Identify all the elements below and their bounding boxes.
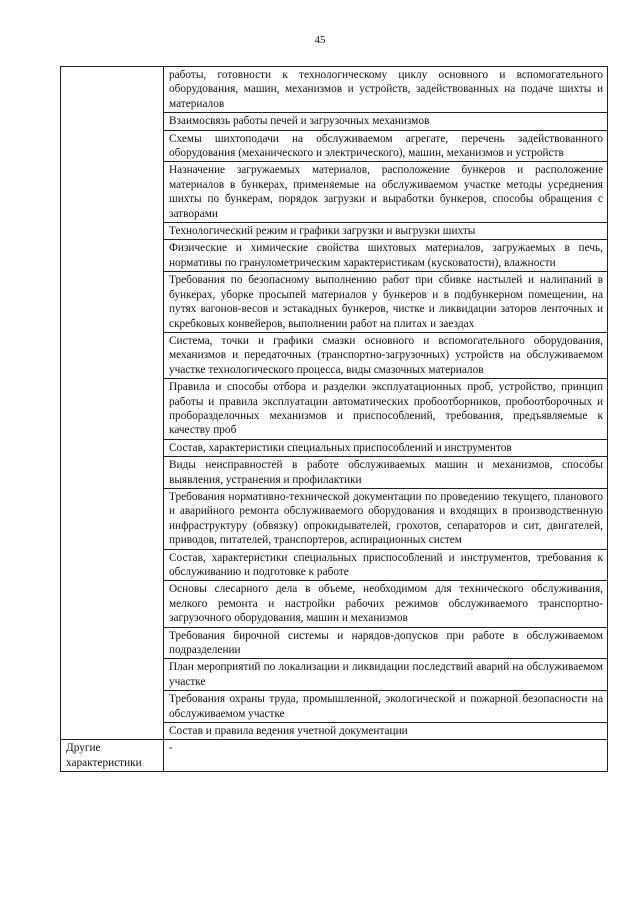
table-cell xyxy=(164,439,608,456)
cell-text: Требования по безопасному выполнению работ при сбивке настылей и налипаний в бункерах, уборке просыпей материалов у бункеров и в подбункерном помещении, на путях вагонов-весов и эстакадных бункеров, чистке и ликвидации заторов ленточных и скребковых конвейеров, выполнении работ на плитах и заездах xyxy=(169,274,603,330)
table-cell xyxy=(164,691,608,723)
table-cell xyxy=(164,162,608,223)
table-cell xyxy=(164,240,608,272)
table-row xyxy=(61,67,608,113)
table-cell xyxy=(164,332,608,378)
table-cell xyxy=(164,723,608,740)
table-cell xyxy=(164,113,608,130)
cell-text: Правила и способы отбора и разделки эксплуатационных проб, устройство, принцип работы и правила эксплуатации автоматических пробоотборников, пробоотборочных и проборазделочных механизмов и приспособлений, требования, предъявляемые к качеству проб xyxy=(169,381,603,437)
knowledge-label-cell xyxy=(61,67,164,740)
cell-text: - xyxy=(169,742,173,755)
cell-text: Состав, характеристики специальных приспособлений и инструментов, требования к обслуживанию и подготовке к работе xyxy=(169,551,603,578)
cell-text: Взаимосвязь работы печей и загрузочных механизмов xyxy=(169,115,430,128)
table-row-other-characteristics xyxy=(61,740,608,772)
cell-text: Схемы шихтоподачи на обслуживаемом агрегате, перечень задействованного оборудования (механического и электрического), машин, механизмов и устройств xyxy=(169,132,603,160)
table-cell xyxy=(164,457,608,489)
cell-text: Назначение загружаемых материалов, расположение бункеров и расположение материалов в бункерах, применяемые на обслуживаемом участке методы усреднения шихты по бункерам, порядок загрузки и выработки бункеров, способы обращения с затворами xyxy=(169,164,603,220)
table-cell xyxy=(164,272,608,333)
cell-text: Требования бирочной системы и нарядов-допусков при работе в обслуживаемом подразделении xyxy=(169,629,603,657)
cell-text: Технологический режим и графики загрузки и выгрузки шихты xyxy=(169,225,476,238)
cell-text: Требования охраны труда, промышленной, экологической и пожарной безопасности на обслуживаемом участке xyxy=(169,693,603,720)
table-cell xyxy=(164,223,608,240)
table-cell xyxy=(164,379,608,440)
table-cell xyxy=(164,549,608,581)
page-number: 45 xyxy=(314,34,326,46)
table-cell xyxy=(164,627,608,659)
cell-text: Виды неисправностей в работе обслуживаемых машин и механизмов, способы выявления, устранения и профилактики xyxy=(169,459,603,486)
table-cell xyxy=(164,488,608,549)
requirements-table xyxy=(60,66,608,772)
table-cell xyxy=(164,67,608,113)
cell-text: Система, точки и графики смазки основного и вспомогательного оборудования, механизмов и передаточных (транспортно-загрузочных) устройств на обслуживаемом участке технологического процесса, виды смазочных материалов xyxy=(169,334,603,376)
table-cell xyxy=(164,659,608,691)
cell-text: Другие характеристики xyxy=(66,742,142,769)
cell-text: Состав, характеристики специальных приспособлений и инструментов xyxy=(169,441,512,454)
other-characteristics-value xyxy=(164,740,608,772)
cell-text: работы, готовности к технологическому циклу основного и вспомогательного оборудования, машин, механизмов и устройств, задействованных на подаче шихты и материалов xyxy=(169,69,603,110)
other-characteristics-label xyxy=(61,740,164,772)
cell-text: Состав и правила ведения учетной документации xyxy=(169,725,408,738)
cell-text: План мероприятий по локализации и ликвидации последствий аварий на обслуживаемом участке xyxy=(169,661,603,688)
cell-text: Основы слесарного дела в объеме, необходимом для технического обслуживания, мелкого ремонта и настройки рабочих режимов обслуживаемого транспортно-загрузочного оборудования, машин и механизмов xyxy=(169,583,603,625)
table-cell xyxy=(164,581,608,627)
cell-text: Физические и химические свойства шихтовых материалов, загружаемых в печь, нормативы по гранулометрическим характеристикам (кусковатости), влажности xyxy=(169,242,603,269)
cell-text: Требования нормативно-технической документации по проведению текущего, планового и аварийного ремонта обслуживаемого оборудования и входящих в производственную инфраструктуру (обвязку) опрокидывателей, грохотов, сепараторов и сит, двигателей, приводов, питателей, транспортеров, аспирационных систем xyxy=(169,490,603,547)
table-cell xyxy=(164,130,608,162)
